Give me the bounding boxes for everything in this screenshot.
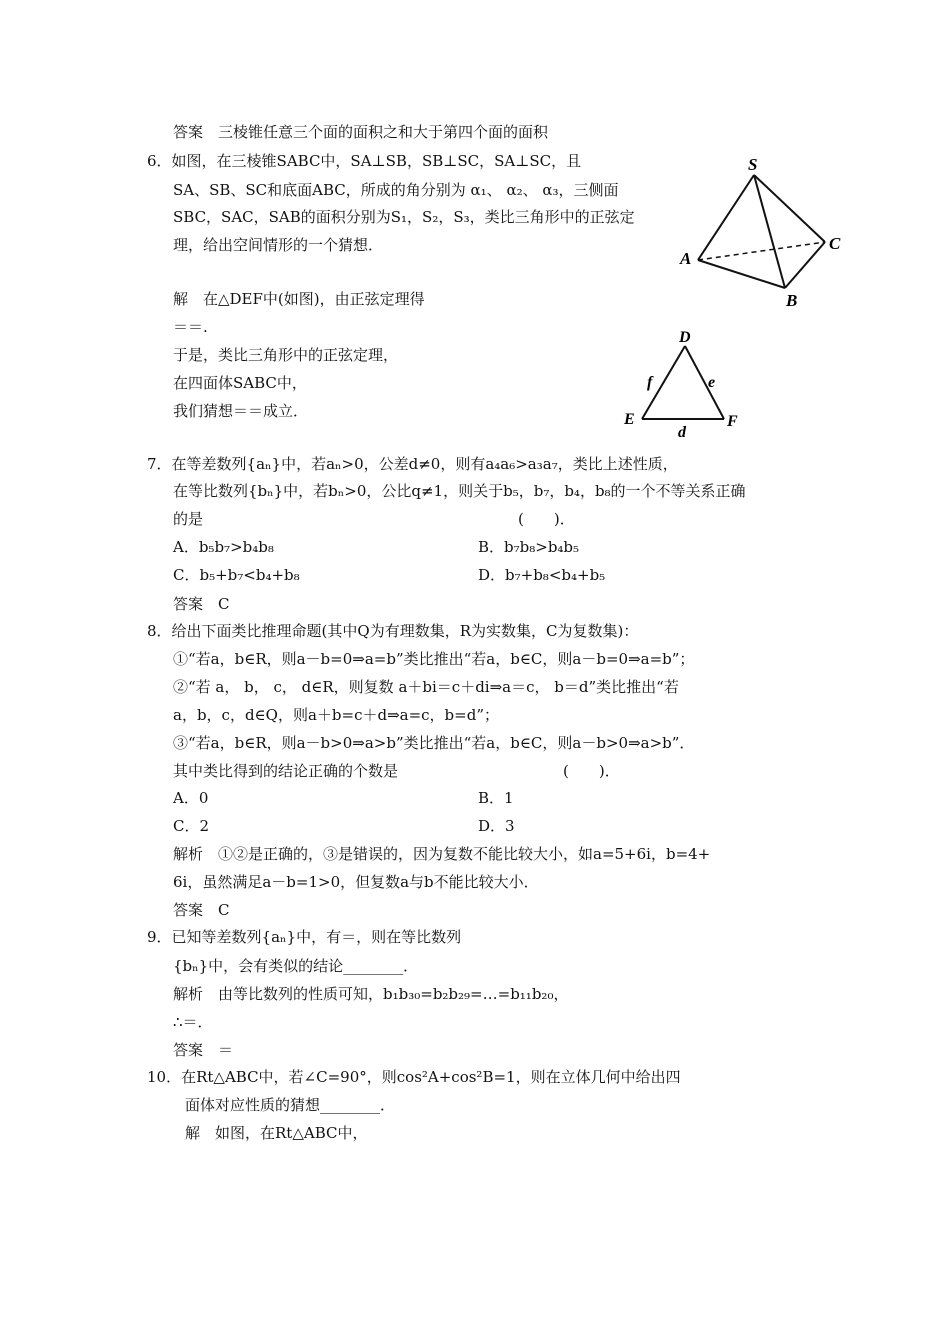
triangle-figure bbox=[620, 326, 750, 441]
text-line-l28: 答案 ＝ bbox=[173, 1041, 234, 1059]
text-line-l22: 6i，虽然满足a－b=1>0，但复数a与b不能比较大小． bbox=[173, 873, 539, 891]
edge-AC-hidden bbox=[698, 242, 825, 260]
label-F: F bbox=[727, 413, 738, 430]
text-line-l14: 答案 C bbox=[173, 595, 230, 613]
edge-SC bbox=[754, 175, 825, 242]
text-line-l19: ③“若a，b∈R，则a－b>0⇒a>b”类比推出“若a，b∈C，则a－b>0⇒a>b”． bbox=[173, 734, 695, 752]
text-line-l27: ∴＝． bbox=[173, 1013, 213, 1031]
choice-option-q7b: B．b₇b₈>b₄b₅ bbox=[478, 538, 580, 556]
text-line-l17: ②“若 a， b， c， d∈R，则复数 a＋bi＝c＋di⇒a＝c， b＝d”类比推出“若 bbox=[173, 678, 679, 696]
text-line-l1: 答案 三棱锥任意三个面的面积之和大于第四个面的面积 bbox=[173, 123, 549, 141]
text-line-l2: 6．如图，在三棱锥SABC中，SA⊥SB，SB⊥SC，SA⊥SC，且 bbox=[147, 152, 582, 170]
text-line-l9: 在四面体SABC中， bbox=[173, 374, 307, 392]
text-line-l23: 答案 C bbox=[173, 901, 230, 919]
text-line-l13: 的是 ( )． bbox=[173, 510, 575, 528]
choice-option-q7d: D．b₇+b₈<b₄+b₅ bbox=[478, 566, 606, 584]
text-line-l31: 解 如图，在Rt△ABC中， bbox=[185, 1124, 368, 1142]
edge-SB bbox=[754, 175, 785, 288]
label-d: d bbox=[678, 424, 686, 441]
text-line-l3: SA、SB、SC和底面ABC，所成的角分别为 α₁、 α₂、 α₃，三侧面 bbox=[173, 181, 619, 199]
choice-option-q8a: A．0 bbox=[173, 789, 209, 807]
text-line-l25: {bₙ}中，会有类似的结论________． bbox=[173, 957, 419, 975]
label-D: D bbox=[679, 329, 691, 346]
text-line-l30: 面体对应性质的猜想________． bbox=[185, 1096, 396, 1114]
text-line-l16: ①“若a，b∈R，则a－b=0⇒a=b”类比推出“若a，b∈C，则a－b=0⇒a=b”； bbox=[173, 650, 695, 668]
label-E: E bbox=[624, 411, 635, 428]
edge-SA bbox=[698, 175, 754, 260]
label-f: f bbox=[647, 374, 653, 391]
text-line-l21: 解析 ①②是正确的，③是错误的，因为复数不能比较大小，如a=5+6i，b=4+ bbox=[173, 845, 711, 863]
text-line-l8: 于是，类比三角形中的正弦定理， bbox=[173, 346, 399, 364]
text-line-l29: 10．在Rt△ABC中，若∠C=90°，则cos²A+cos²B=1，则在立体几何中给出四 bbox=[147, 1068, 681, 1086]
edge-AB bbox=[698, 260, 785, 288]
text-line-l18: a，b，c，d∈Q，则a＋b=c＋d⇒a=c，b=d”； bbox=[173, 706, 499, 724]
text-line-l24: 9．已知等差数列{aₙ}中，有＝，则在等比数列 bbox=[147, 928, 462, 946]
choice-option-q8c: C．2 bbox=[173, 817, 210, 835]
label-B: B bbox=[786, 291, 798, 310]
text-line-l26: 解析 由等比数列的性质可知，b₁b₃₀=b₂b₂₉=…=b₁₁b₂₀， bbox=[173, 985, 569, 1003]
text-line-l6: 解 在△DEF中(如图)，由正弦定理得 bbox=[173, 290, 425, 308]
text-line-l7: ＝＝. bbox=[173, 318, 208, 336]
label-C: C bbox=[829, 234, 841, 253]
label-S: S bbox=[748, 155, 758, 174]
text-line-l20: 其中类比得到的结论正确的个数是 ( )． bbox=[173, 762, 620, 780]
label-A: A bbox=[680, 249, 692, 268]
text-line-l5: 理，给出空间情形的一个猜想． bbox=[173, 236, 384, 254]
choice-option-q8b: B．1 bbox=[478, 789, 514, 807]
text-line-l10: 我们猜想＝＝成立． bbox=[173, 402, 309, 420]
choice-option-q7a: A．b₅b₇>b₄b₈ bbox=[173, 538, 274, 556]
edge-BC bbox=[785, 242, 825, 288]
text-line-l4: SBC，SAC，SAB的面积分别为S₁，S₂，S₃，类比三角形中的正弦定 bbox=[173, 208, 635, 226]
text-line-l12: 在等比数列{bₙ}中，若bₙ>0，公比q≠1，则关于b₅，b₇，b₄，b₈的一个不等关系正确 bbox=[173, 482, 746, 500]
text-line-l11: 7．在等差数列{aₙ}中，若aₙ>0，公差d≠0，则有a₄a₆>a₃a₇，类比上述性质， bbox=[147, 455, 678, 473]
side-e bbox=[685, 346, 724, 419]
text-line-l15: 8．给出下面类比推理命题(其中Q为有理数集，R为实数集，C为复数集)： bbox=[147, 622, 639, 640]
tetrahedron-figure bbox=[672, 150, 852, 310]
choice-option-q7c: C．b₅+b₇<b₄+b₈ bbox=[173, 566, 300, 584]
label-e: e bbox=[708, 374, 716, 391]
choice-option-q8d: D．3 bbox=[478, 817, 515, 835]
